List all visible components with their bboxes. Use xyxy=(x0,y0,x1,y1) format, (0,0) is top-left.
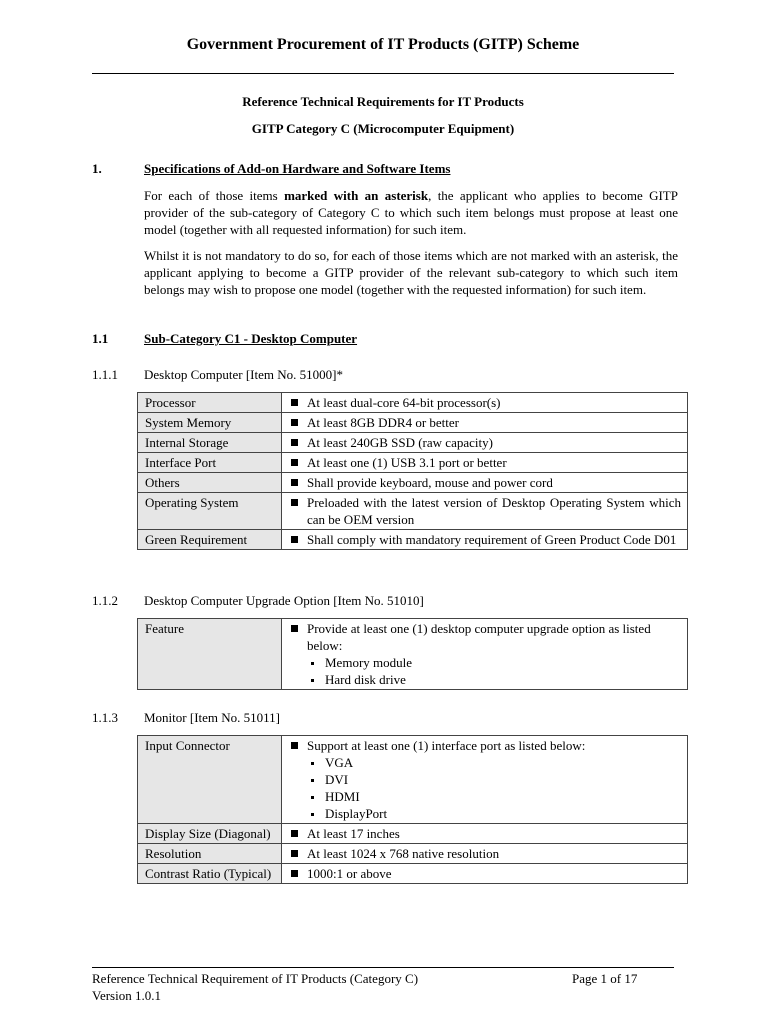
footer-doc-title: Reference Technical Requirement of IT Products (Category C) xyxy=(92,971,419,986)
item-number: 1.1.1 xyxy=(92,367,118,382)
table-row xyxy=(138,493,688,530)
spec-label: Feature xyxy=(138,619,282,690)
sub-bullet: DVI xyxy=(289,771,681,788)
spec-bullet: At least 8GB DDR4 or better xyxy=(289,414,681,431)
spec-label: Others xyxy=(138,473,282,493)
spec-bullet: At least 17 inches xyxy=(289,825,681,842)
sub-bullet: Hard disk drive xyxy=(289,671,681,688)
monitor-spec-table xyxy=(137,735,688,884)
desktop-spec-table xyxy=(137,392,688,550)
subsection-title: Sub-Category C1 - Desktop Computer xyxy=(144,331,358,346)
spec-label: Contrast Ratio (Typical) xyxy=(138,864,282,884)
spec-label: Resolution xyxy=(138,844,282,864)
sub-bullet: Memory module xyxy=(289,654,681,671)
upgrade-spec-table xyxy=(137,618,688,690)
spec-label: Interface Port xyxy=(138,453,282,473)
spec-bullet: Shall provide keyboard, mouse and power cord xyxy=(289,474,681,491)
spec-label: Input Connector xyxy=(138,736,282,824)
table-row xyxy=(138,413,688,433)
sub-bullet: HDMI xyxy=(289,788,681,805)
spec-label: System Memory xyxy=(138,413,282,433)
spec-value xyxy=(282,824,688,844)
spec-value xyxy=(282,433,688,453)
page-title: Government Procurement of IT Products (GITP) Scheme xyxy=(186,36,580,53)
subsection-number: 1.1 xyxy=(92,331,109,346)
category-subtitle: GITP Category C (Microcomputer Equipment) xyxy=(251,121,515,136)
spec-bullet: At least 1024 x 768 native resolution xyxy=(289,845,681,862)
spec-bullet: At least dual-core 64-bit processor(s) xyxy=(289,394,681,411)
sub-bullet: VGA xyxy=(289,754,681,771)
spec-value xyxy=(282,530,688,550)
item-number: 1.1.3 xyxy=(92,710,118,725)
spec-value xyxy=(282,473,688,493)
spec-bullet: 1000:1 or above xyxy=(289,865,681,882)
table-row xyxy=(138,473,688,493)
spec-bullet: Provide at least one (1) desktop computer upgrade option as listed below: xyxy=(289,620,681,654)
item-title: Desktop Computer Upgrade Option [Item No. 51010] xyxy=(144,593,424,608)
spec-value xyxy=(282,844,688,864)
table-row xyxy=(138,530,688,550)
spec-value xyxy=(282,413,688,433)
page-number: Page 1 of 17 xyxy=(572,971,638,986)
table-row xyxy=(138,824,688,844)
table-row xyxy=(138,864,688,884)
item-number: 1.1.2 xyxy=(92,593,118,608)
intro-text-cont: , the applicant who applies to become GITP provider of the sub-category of Category C to which such item belongs must propose at least one model (together with all requested information) for such item. xyxy=(144,188,678,237)
spec-bullet: At least one (1) USB 3.1 port or better xyxy=(289,454,681,471)
spec-label: Display Size (Diagonal) xyxy=(138,824,282,844)
footer-rule xyxy=(92,967,674,968)
table-row xyxy=(138,844,688,864)
spec-value xyxy=(282,393,688,413)
sub-bullet: DisplayPort xyxy=(289,805,681,822)
spec-value xyxy=(282,493,688,530)
table-row xyxy=(138,433,688,453)
item-title: Monitor [Item No. 51011] xyxy=(144,710,280,725)
spec-bullet: Support at least one (1) interface port as listed below: xyxy=(289,737,681,754)
spec-value xyxy=(282,453,688,473)
item-title: Desktop Computer [Item No. 51000]* xyxy=(144,367,343,382)
footer-version: Version 1.0.1 xyxy=(92,988,161,1003)
spec-label: Operating System xyxy=(138,493,282,530)
spec-label: Internal Storage xyxy=(138,433,282,453)
document-subtitle: Reference Technical Requirements for IT Products xyxy=(242,94,524,109)
section-number: 1. xyxy=(92,161,102,176)
spec-value xyxy=(282,864,688,884)
intro-text: For each of those items xyxy=(144,188,285,203)
spec-value xyxy=(282,619,688,690)
table-row xyxy=(138,736,688,824)
spec-label: Green Requirement xyxy=(138,530,282,550)
intro-emphasis: marked with an asterisk xyxy=(284,188,429,203)
intro-paragraph-2: Whilst it is not mandatory to do so, for each of those items which are not marked with an asterisk, the applicant applying to become a GITP provider of the relevant sub-category to which such item belongs may wish to propose one model (together with the requested information) for such item. xyxy=(144,248,678,297)
spec-bullet: At least 240GB SSD (raw capacity) xyxy=(289,434,681,451)
spec-value xyxy=(282,736,688,824)
intro-paragraph-1 xyxy=(144,187,678,238)
footer-doc-info xyxy=(92,970,418,1004)
table-row xyxy=(138,619,688,690)
table-row xyxy=(138,453,688,473)
header-rule xyxy=(92,73,674,74)
spec-bullet: Preloaded with the latest version of Desktop Operating System which can be OEM version xyxy=(289,494,681,528)
spec-label: Processor xyxy=(138,393,282,413)
spec-bullet: Shall comply with mandatory requirement of Green Product Code D01 xyxy=(289,531,681,548)
section-title: Specifications of Add-on Hardware and Software Items xyxy=(144,161,451,176)
table-row xyxy=(138,393,688,413)
